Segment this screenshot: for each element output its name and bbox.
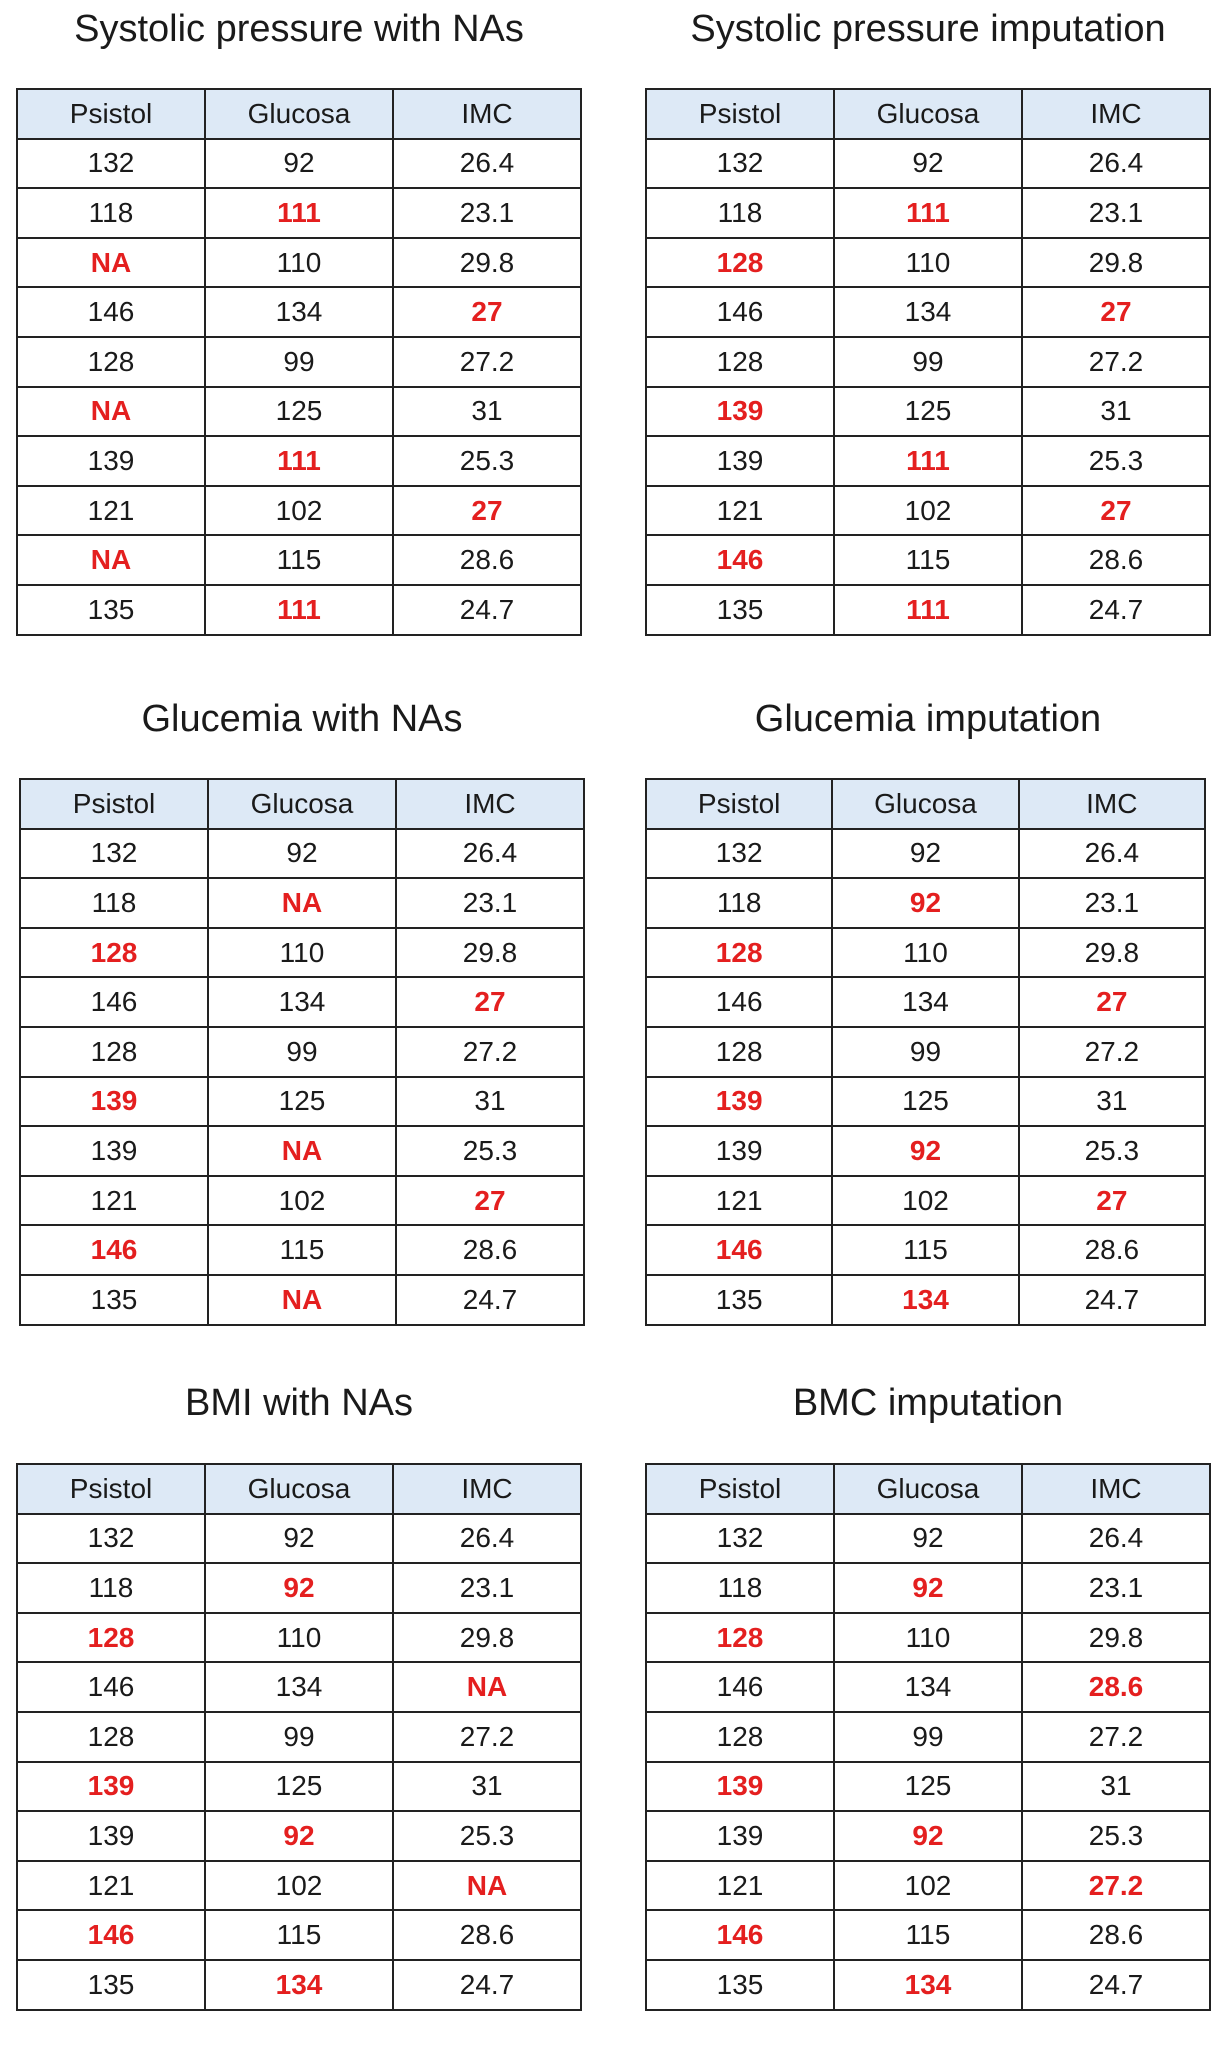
table-cell: 139 — [646, 387, 834, 437]
table-cell: 27.2 — [1022, 337, 1210, 387]
table-row — [17, 238, 581, 288]
table-row — [646, 188, 1210, 238]
table-cell: 121 — [646, 1861, 834, 1911]
table-cell: 115 — [208, 1225, 396, 1275]
table-cell: 27 — [1019, 1176, 1205, 1226]
table-row — [646, 585, 1210, 635]
table-cell: 27.2 — [393, 1712, 581, 1762]
table-row — [17, 1563, 581, 1613]
table-cell: 31 — [1019, 1077, 1205, 1127]
table-cell: 146 — [646, 1225, 832, 1275]
table-cell: 111 — [834, 188, 1022, 238]
table-cell: 92 — [208, 829, 396, 879]
table-cell: 111 — [205, 585, 393, 635]
table-cell: 25.3 — [396, 1126, 584, 1176]
table-cell: 23.1 — [1019, 878, 1205, 928]
table-cell: 24.7 — [396, 1275, 584, 1325]
table-cell: 29.8 — [1022, 1613, 1210, 1663]
table-row — [17, 1712, 581, 1762]
table-cell: 28.6 — [1022, 535, 1210, 585]
table-cell: 110 — [832, 928, 1018, 978]
table-row — [646, 1275, 1205, 1325]
table-cell: 99 — [205, 1712, 393, 1762]
table-cell: NA — [17, 387, 205, 437]
panel-title: Glucemia imputation — [754, 698, 1102, 740]
table-cell: 111 — [834, 585, 1022, 635]
table-cell: 139 — [17, 1811, 205, 1861]
table-cell: 26.4 — [393, 1514, 581, 1564]
table-row — [646, 139, 1210, 189]
table-cell: 99 — [832, 1027, 1018, 1077]
table-cell: 31 — [396, 1077, 584, 1127]
table-cell: 23.1 — [1022, 1563, 1210, 1613]
table-header-row — [20, 779, 584, 829]
table-row — [20, 1225, 584, 1275]
table-cell: 134 — [834, 1662, 1022, 1712]
table-cell: 146 — [646, 1910, 834, 1960]
table-cell: 29.8 — [1019, 928, 1205, 978]
table-cell: 115 — [205, 1910, 393, 1960]
table-row — [646, 535, 1210, 585]
table-cell: 31 — [393, 387, 581, 437]
table-cell: 128 — [646, 928, 832, 978]
table-cell: 102 — [208, 1176, 396, 1226]
table-row — [17, 436, 581, 486]
table-cell: 28.6 — [393, 1910, 581, 1960]
table-cell: 115 — [834, 1910, 1022, 1960]
table-cell: 92 — [205, 1514, 393, 1564]
table-cell: 110 — [834, 1613, 1022, 1663]
table-header-row — [646, 89, 1210, 139]
table-cell: 26.4 — [396, 829, 584, 879]
table-row — [20, 1126, 584, 1176]
table-cell: 125 — [834, 1762, 1022, 1812]
table-cell: 146 — [646, 535, 834, 585]
table-cell: 139 — [646, 1762, 834, 1812]
table-cell: 27 — [1022, 287, 1210, 337]
data-table — [645, 88, 1211, 636]
table-row — [646, 287, 1210, 337]
table-cell: 146 — [646, 1662, 834, 1712]
column-header: Glucosa — [832, 779, 1018, 829]
table-cell: 92 — [834, 1811, 1022, 1861]
table-cell: 27.2 — [396, 1027, 584, 1077]
data-table — [16, 88, 582, 636]
table-cell: 110 — [208, 928, 396, 978]
table-cell: 23.1 — [393, 188, 581, 238]
panel-systolic-with-nas — [16, 0, 582, 625]
table-cell: 29.8 — [393, 1613, 581, 1663]
table-cell: 28.6 — [1022, 1662, 1210, 1712]
table-cell: 27.2 — [393, 337, 581, 387]
data-table — [645, 1463, 1211, 2011]
column-header: IMC — [1022, 1464, 1210, 1514]
table-row — [20, 1077, 584, 1127]
column-header: Glucosa — [834, 1464, 1022, 1514]
table-cell: 128 — [17, 337, 205, 387]
data-table — [645, 778, 1206, 1326]
table-cell: 27.2 — [1022, 1861, 1210, 1911]
panel-systolic-imputation — [645, 0, 1211, 625]
table-cell: NA — [208, 1275, 396, 1325]
table-cell: 125 — [832, 1077, 1018, 1127]
table-cell: 23.1 — [1022, 188, 1210, 238]
table-row — [20, 878, 584, 928]
table-cell: 92 — [834, 139, 1022, 189]
table-row — [17, 585, 581, 635]
table-cell: 27 — [1022, 486, 1210, 536]
column-header: Psistol — [646, 779, 832, 829]
table-cell: 134 — [832, 1275, 1018, 1325]
table-cell: 121 — [646, 486, 834, 536]
table-cell: 146 — [17, 287, 205, 337]
table-cell: 128 — [646, 337, 834, 387]
table-row — [17, 1811, 581, 1861]
table-cell: 24.7 — [1022, 585, 1210, 635]
panel-title: Systolic pressure with NAs — [74, 8, 524, 50]
table-cell: 23.1 — [393, 1563, 581, 1613]
table-cell: 24.7 — [393, 1960, 581, 2010]
table-cell: 125 — [208, 1077, 396, 1127]
table-cell: 128 — [646, 1613, 834, 1663]
panel-title: BMC imputation — [792, 1382, 1064, 1424]
column-header: Psistol — [17, 89, 205, 139]
table-row — [17, 1613, 581, 1663]
column-header: Glucosa — [205, 89, 393, 139]
table-cell: 121 — [17, 486, 205, 536]
table-cell: 31 — [393, 1762, 581, 1812]
table-row — [646, 238, 1210, 288]
table-cell: 27 — [396, 977, 584, 1027]
table-row — [646, 436, 1210, 486]
column-header: IMC — [396, 779, 584, 829]
table-cell: 128 — [17, 1712, 205, 1762]
panel-glucemia-with-nas — [19, 690, 585, 1315]
table-row — [646, 1811, 1210, 1861]
table-row — [646, 1712, 1210, 1762]
panel-bmc-imputation — [645, 1374, 1211, 2000]
table-row — [646, 337, 1210, 387]
table-cell: 139 — [17, 1762, 205, 1812]
table-cell: 121 — [17, 1861, 205, 1911]
table-cell: 24.7 — [1019, 1275, 1205, 1325]
table-header-row — [646, 779, 1205, 829]
table-row — [646, 1126, 1205, 1176]
column-header: Glucosa — [834, 89, 1022, 139]
table-cell: 25.3 — [393, 436, 581, 486]
table-cell: 31 — [1022, 1762, 1210, 1812]
table-cell: 92 — [832, 829, 1018, 879]
table-cell: 92 — [832, 1126, 1018, 1176]
table-row — [17, 486, 581, 536]
table-cell: 134 — [834, 287, 1022, 337]
table-cell: 111 — [205, 436, 393, 486]
table-cell: 139 — [646, 1811, 834, 1861]
table-cell: 121 — [20, 1176, 208, 1226]
table-cell: 26.4 — [393, 139, 581, 189]
table-cell: 111 — [205, 188, 393, 238]
table-row — [646, 878, 1205, 928]
table-cell: 134 — [832, 977, 1018, 1027]
table-row — [17, 1662, 581, 1712]
table-cell: 99 — [208, 1027, 396, 1077]
table-cell: 31 — [1022, 387, 1210, 437]
table-cell: 139 — [17, 436, 205, 486]
table-row — [17, 337, 581, 387]
column-header: IMC — [1022, 89, 1210, 139]
data-table — [16, 1463, 582, 2011]
table-cell: 118 — [17, 1563, 205, 1613]
table-cell: 139 — [20, 1126, 208, 1176]
table-row — [17, 188, 581, 238]
table-row — [17, 1861, 581, 1911]
table-cell: 23.1 — [396, 878, 584, 928]
panel-bmi-with-nas — [16, 1374, 582, 2000]
table-row — [17, 535, 581, 585]
table-row — [646, 1514, 1210, 1564]
table-cell: 27 — [396, 1176, 584, 1226]
table-cell: 132 — [17, 1514, 205, 1564]
table-row — [646, 1027, 1205, 1077]
table-cell: 92 — [205, 1811, 393, 1861]
table-cell: NA — [17, 535, 205, 585]
table-cell: 115 — [834, 535, 1022, 585]
table-cell: 139 — [646, 436, 834, 486]
table-cell: 24.7 — [393, 585, 581, 635]
table-row — [646, 977, 1205, 1027]
table-cell: 25.3 — [393, 1811, 581, 1861]
table-cell: 135 — [17, 585, 205, 635]
table-cell: 92 — [205, 139, 393, 189]
table-cell: NA — [393, 1861, 581, 1911]
panel-glucemia-imputation — [645, 690, 1211, 1315]
table-cell: 102 — [834, 1861, 1022, 1911]
table-row — [646, 1662, 1210, 1712]
table-row — [646, 1613, 1210, 1663]
table-cell: 135 — [646, 585, 834, 635]
table-cell: 118 — [646, 1563, 834, 1613]
table-cell: 102 — [832, 1176, 1018, 1226]
table-header-row — [17, 1464, 581, 1514]
table-cell: 134 — [208, 977, 396, 1027]
table-cell: 132 — [646, 1514, 834, 1564]
table-cell: 24.7 — [1022, 1960, 1210, 2010]
column-header: Glucosa — [205, 1464, 393, 1514]
table-cell: 135 — [646, 1960, 834, 2010]
table-cell: 27.2 — [1022, 1712, 1210, 1762]
table-cell: 118 — [646, 878, 832, 928]
panel-title: Glucemia with NAs — [141, 698, 463, 740]
table-cell: 132 — [646, 139, 834, 189]
table-row — [20, 1275, 584, 1325]
table-row — [646, 1861, 1210, 1911]
table-cell: NA — [208, 1126, 396, 1176]
table-cell: 25.3 — [1022, 436, 1210, 486]
table-cell: 134 — [205, 1960, 393, 2010]
table-cell: 110 — [205, 1613, 393, 1663]
table-cell: 102 — [205, 486, 393, 536]
table-row — [17, 1762, 581, 1812]
table-cell: 139 — [646, 1126, 832, 1176]
table-cell: 102 — [834, 486, 1022, 536]
table-row — [17, 287, 581, 337]
table-cell: 29.8 — [396, 928, 584, 978]
panel-title: Systolic pressure imputation — [690, 8, 1166, 50]
table-cell: 139 — [20, 1077, 208, 1127]
table-cell: 132 — [20, 829, 208, 879]
column-header: Glucosa — [208, 779, 396, 829]
table-cell: NA — [393, 1662, 581, 1712]
table-cell: 99 — [205, 337, 393, 387]
column-header: IMC — [393, 1464, 581, 1514]
table-row — [17, 139, 581, 189]
column-header: Psistol — [17, 1464, 205, 1514]
table-cell: 121 — [646, 1176, 832, 1226]
column-header: Psistol — [646, 89, 834, 139]
table-cell: 146 — [17, 1910, 205, 1960]
table-cell: 134 — [834, 1960, 1022, 2010]
table-row — [646, 1960, 1210, 2010]
table-cell: 128 — [646, 238, 834, 288]
table-cell: 27 — [1019, 977, 1205, 1027]
table-row — [20, 829, 584, 879]
table-row — [646, 829, 1205, 879]
table-row — [17, 1910, 581, 1960]
table-cell: 115 — [832, 1225, 1018, 1275]
table-cell: 125 — [205, 1762, 393, 1812]
table-row — [17, 1960, 581, 2010]
table-cell: 111 — [834, 436, 1022, 486]
table-cell: 110 — [205, 238, 393, 288]
table-cell: 128 — [20, 1027, 208, 1077]
table-cell: 146 — [646, 287, 834, 337]
table-cell: NA — [17, 238, 205, 288]
table-cell: 28.6 — [396, 1225, 584, 1275]
table-cell: 99 — [834, 337, 1022, 387]
table-row — [646, 1910, 1210, 1960]
table-cell: 132 — [646, 829, 832, 879]
table-cell: 26.4 — [1019, 829, 1205, 879]
table-row — [17, 387, 581, 437]
table-row — [646, 1762, 1210, 1812]
table-cell: 26.4 — [1022, 1514, 1210, 1564]
column-header: Psistol — [20, 779, 208, 829]
table-cell: 92 — [832, 878, 1018, 928]
table-cell: 25.3 — [1019, 1126, 1205, 1176]
table-row — [646, 1077, 1205, 1127]
table-header-row — [17, 89, 581, 139]
table-cell: 118 — [17, 188, 205, 238]
table-cell: 135 — [20, 1275, 208, 1325]
table-cell: 135 — [646, 1275, 832, 1325]
table-cell: 146 — [17, 1662, 205, 1712]
table-cell: 92 — [834, 1514, 1022, 1564]
column-header: IMC — [1019, 779, 1205, 829]
table-cell: 27 — [393, 287, 581, 337]
table-header-row — [646, 1464, 1210, 1514]
table-cell: NA — [208, 878, 396, 928]
panel-title: BMI with NAs — [184, 1382, 414, 1424]
table-cell: 134 — [205, 1662, 393, 1712]
column-header: Psistol — [646, 1464, 834, 1514]
table-cell: 102 — [205, 1861, 393, 1911]
table-cell: 146 — [20, 1225, 208, 1275]
table-cell: 125 — [834, 387, 1022, 437]
column-header: IMC — [393, 89, 581, 139]
table-row — [20, 928, 584, 978]
table-cell: 29.8 — [1022, 238, 1210, 288]
table-row — [17, 1514, 581, 1564]
table-cell: 128 — [20, 928, 208, 978]
table-cell: 99 — [834, 1712, 1022, 1762]
table-cell: 128 — [646, 1027, 832, 1077]
table-cell: 27.2 — [1019, 1027, 1205, 1077]
table-cell: 118 — [20, 878, 208, 928]
table-cell: 125 — [205, 387, 393, 437]
table-row — [20, 977, 584, 1027]
table-row — [20, 1176, 584, 1226]
table-cell: 146 — [646, 977, 832, 1027]
table-cell: 25.3 — [1022, 1811, 1210, 1861]
table-row — [646, 387, 1210, 437]
table-row — [646, 1563, 1210, 1613]
table-cell: 110 — [834, 238, 1022, 288]
table-row — [646, 928, 1205, 978]
table-row — [20, 1027, 584, 1077]
table-cell: 118 — [646, 188, 834, 238]
table-cell: 128 — [646, 1712, 834, 1762]
table-row — [646, 1176, 1205, 1226]
table-cell: 92 — [834, 1563, 1022, 1613]
table-cell: 132 — [17, 139, 205, 189]
table-cell: 28.6 — [1019, 1225, 1205, 1275]
data-table — [19, 778, 585, 1326]
table-cell: 28.6 — [1022, 1910, 1210, 1960]
table-cell: 139 — [646, 1077, 832, 1127]
table-row — [646, 486, 1210, 536]
table-cell: 92 — [205, 1563, 393, 1613]
table-cell: 128 — [17, 1613, 205, 1663]
table-cell: 27 — [393, 486, 581, 536]
table-cell: 26.4 — [1022, 139, 1210, 189]
table-cell: 29.8 — [393, 238, 581, 288]
table-cell: 115 — [205, 535, 393, 585]
table-cell: 135 — [17, 1960, 205, 2010]
table-cell: 134 — [205, 287, 393, 337]
table-cell: 146 — [20, 977, 208, 1027]
table-cell: 28.6 — [393, 535, 581, 585]
table-row — [646, 1225, 1205, 1275]
